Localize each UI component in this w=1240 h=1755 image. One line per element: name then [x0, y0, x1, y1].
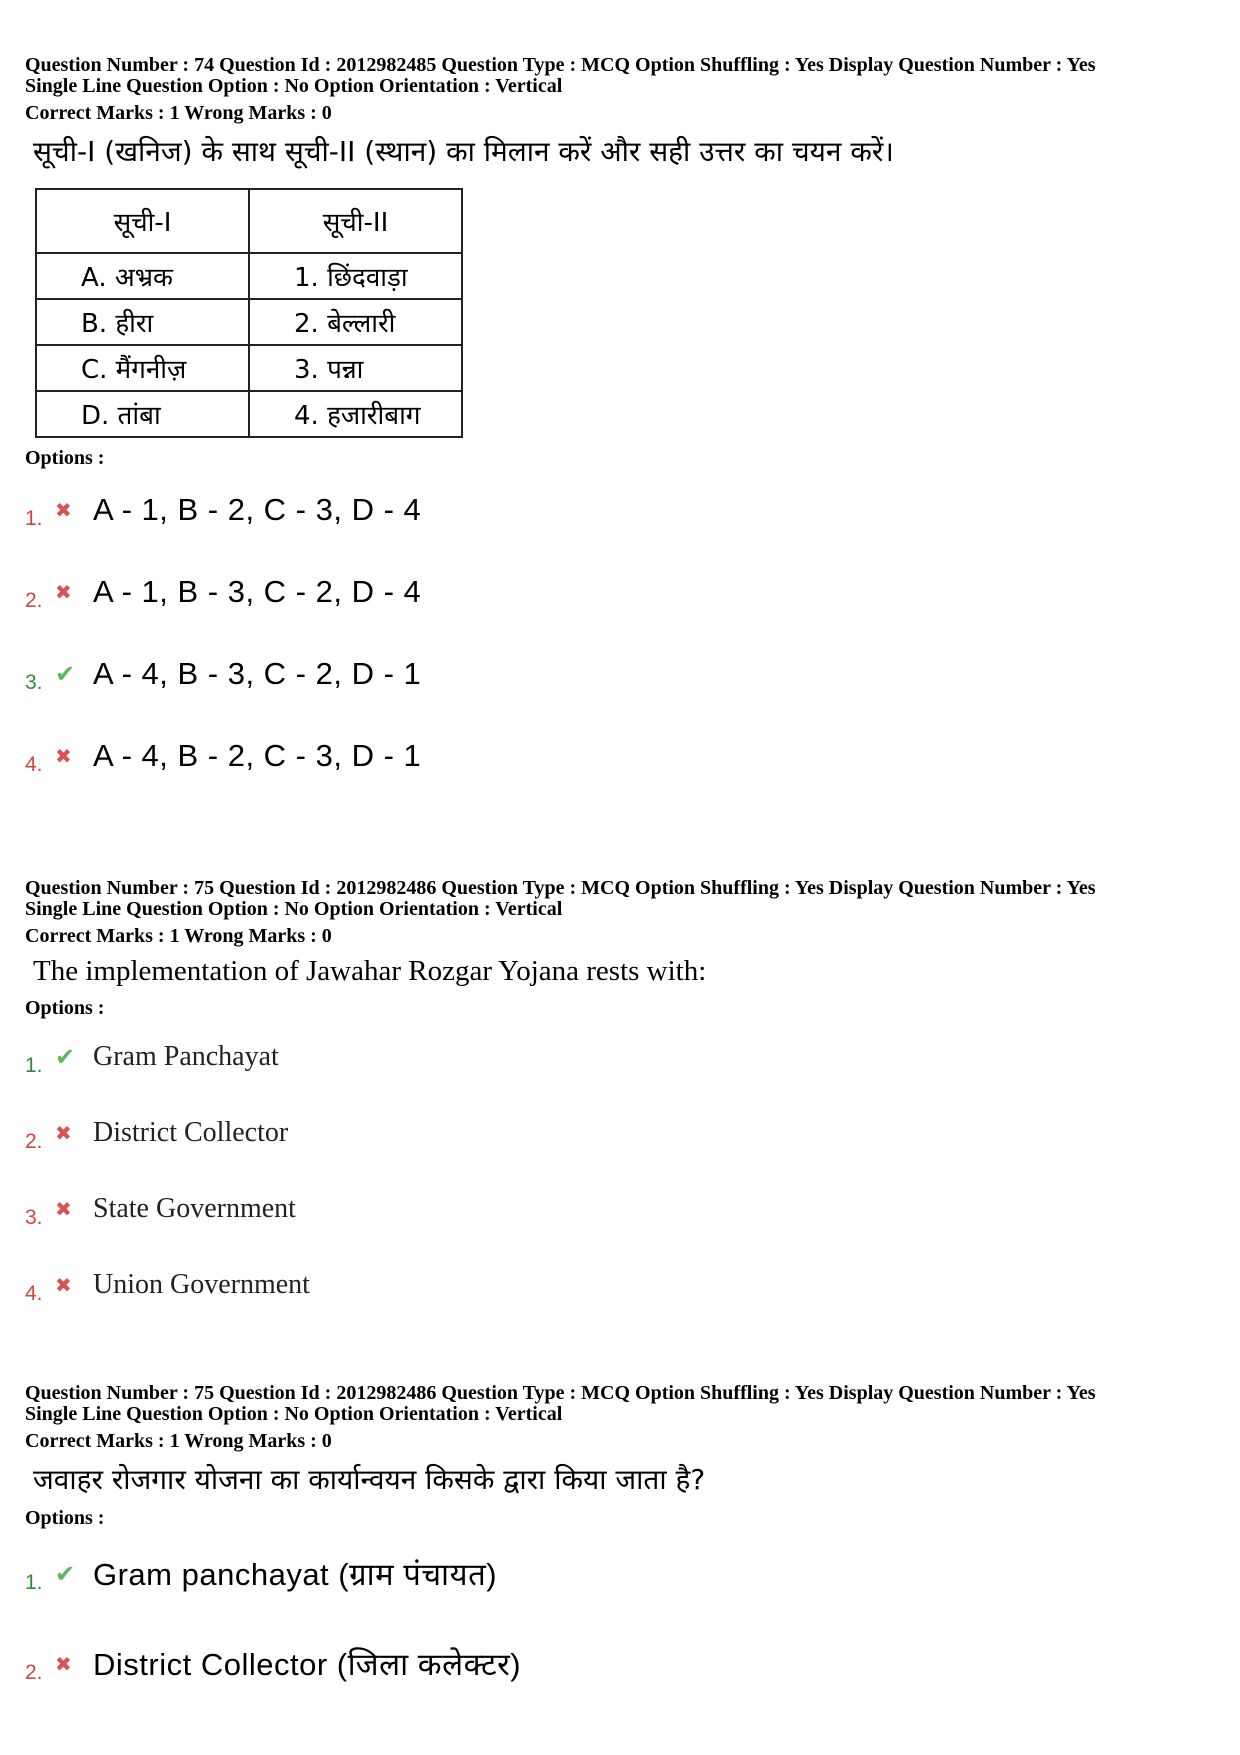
option-text: District Collector [93, 1117, 289, 1148]
option-item[interactable] [25, 1619, 1225, 1709]
question-meta-line2: Single Line Question Option : No Option Orientation : Vertical [25, 1403, 563, 1425]
cross-icon: ✖ [55, 1652, 72, 1676]
match-table-cell: D. तांबा [36, 391, 249, 437]
option-text: State Government [93, 1193, 296, 1224]
match-table [35, 188, 463, 438]
option-number: 2. [25, 1661, 43, 1684]
match-table-header [36, 189, 462, 253]
option-item[interactable] [25, 1171, 1225, 1247]
match-table-row [36, 345, 462, 391]
question-text: The implementation of Jawahar Rozgar Yojana rests with: [33, 955, 707, 987]
options-label: Options : [25, 1507, 105, 1529]
options-label: Options : [25, 997, 105, 1019]
option-item[interactable] [25, 469, 1225, 551]
check-icon: ✔ [55, 660, 76, 688]
question-marks: Correct Marks : 1 Wrong Marks : 0 [25, 102, 332, 124]
question-meta-line1: Question Number : 74 Question Id : 2012982485 Question Type : MCQ Option Shuffling : Yes Display Question Number : Yes [25, 54, 1096, 76]
cross-icon: ✖ [55, 1121, 72, 1145]
option-number: 1. [25, 1571, 43, 1594]
option-number: 2. [25, 589, 43, 612]
option-item[interactable] [25, 1529, 1225, 1619]
question-meta-line2: Single Line Question Option : No Option Orientation : Vertical [25, 75, 563, 97]
option-number: 4. [25, 1282, 43, 1305]
option-item[interactable] [25, 1247, 1225, 1323]
match-table-row [36, 391, 462, 437]
question-text: सूची-I (खनिज) के साथ सूची-II (स्थान) का मिलान करें और सही उत्तर का चयन करें। [33, 135, 894, 168]
question-meta-line1: Question Number : 75 Question Id : 2012982486 Question Type : MCQ Option Shuffling : Yes Display Question Number : Yes [25, 877, 1096, 899]
match-table-row [36, 299, 462, 345]
option-text: District Collector (जिला कलेक्टर) [93, 1647, 522, 1682]
question-marks: Correct Marks : 1 Wrong Marks : 0 [25, 925, 332, 947]
question-text: जवाहर रोजगार योजना का कार्यान्वयन किसके द्वारा किया जाता है? [33, 1463, 706, 1496]
match-table-cell: B. हीरा [36, 299, 249, 345]
match-table-cell: C. मैंगनीज़ [36, 345, 249, 391]
option-text: A - 4, B - 3, C - 2, D - 1 [93, 656, 422, 691]
question-marks: Correct Marks : 1 Wrong Marks : 0 [25, 1430, 332, 1452]
match-table-cell: 2. बेल्लारी [249, 299, 462, 345]
option-text: A - 1, B - 2, C - 3, D - 4 [93, 492, 422, 527]
option-number: 1. [25, 507, 43, 530]
option-text: A - 1, B - 3, C - 2, D - 4 [93, 574, 422, 609]
match-table-row [36, 253, 462, 299]
match-table-cell: 1. छिंदवाड़ा [249, 253, 462, 299]
option-number: 1. [25, 1054, 43, 1077]
question-block-74 [25, 55, 1225, 797]
question-meta-line1: Question Number : 75 Question Id : 2012982486 Question Type : MCQ Option Shuffling : Yes Display Question Number : Yes [25, 1382, 1096, 1404]
match-table-cell: A. अभ्रक [36, 253, 249, 299]
option-number: 3. [25, 671, 43, 694]
option-number: 3. [25, 1206, 43, 1229]
question-meta-line2: Single Line Question Option : No Option Orientation : Vertical [25, 898, 563, 920]
match-table-cell: 3. पन्ना [249, 345, 462, 391]
question-block-75-en [25, 878, 1225, 1323]
option-item[interactable] [25, 1095, 1225, 1171]
option-text: Gram Panchayat [93, 1041, 279, 1072]
check-icon: ✔ [55, 1043, 76, 1071]
match-table-header-list2: सूची-II [249, 189, 462, 253]
option-number: 2. [25, 1130, 43, 1153]
match-table-cell: 4. हजारीबाग [249, 391, 462, 437]
check-icon: ✔ [55, 1560, 76, 1588]
option-item[interactable] [25, 551, 1225, 633]
option-item[interactable] [25, 633, 1225, 715]
option-text: Gram panchayat (ग्राम पंचायत) [93, 1557, 498, 1592]
option-item[interactable] [25, 1019, 1225, 1095]
options-label: Options : [25, 447, 105, 469]
option-text: Union Government [93, 1269, 310, 1300]
cross-icon: ✖ [55, 498, 72, 522]
option-item[interactable] [25, 715, 1225, 797]
cross-icon: ✖ [55, 580, 72, 604]
option-number: 4. [25, 753, 43, 776]
match-table-header-list1: सूची-I [36, 189, 249, 253]
option-text: A - 4, B - 2, C - 3, D - 1 [93, 738, 422, 773]
cross-icon: ✖ [55, 744, 72, 768]
cross-icon: ✖ [55, 1273, 72, 1297]
question-block-75-hi [25, 1383, 1225, 1709]
cross-icon: ✖ [55, 1197, 72, 1221]
